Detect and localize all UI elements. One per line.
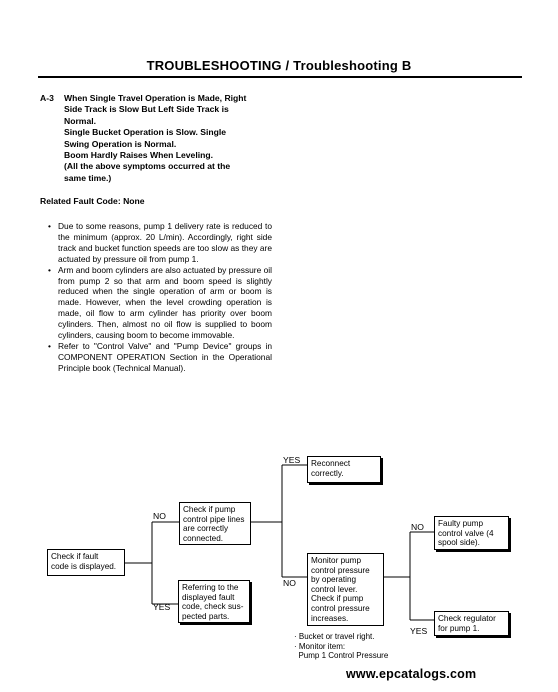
box-line: control valve (4 [438, 528, 494, 538]
box-line: increases. [311, 613, 349, 623]
related-fault-code: Related Fault Code: None [40, 196, 145, 206]
page-title: TROUBLESHOOTING / Troubleshooting B [146, 58, 412, 73]
box-line: Check if pump [311, 594, 364, 604]
reconnect-box [307, 456, 381, 483]
box-line: control pressure [311, 603, 370, 613]
box-line: are correctly [183, 524, 229, 534]
yes-label: YES [153, 602, 171, 612]
check-regulator-box [434, 611, 509, 636]
box-line: Check regulator [438, 614, 496, 623]
symptom-line: Normal. [64, 115, 96, 126]
note-line: · Bucket or travel right. [294, 632, 375, 641]
box-line: code is displayed. [51, 561, 117, 571]
symptom-line: Side Track is Slow But Left Side Track is [64, 104, 229, 115]
start-box [47, 549, 125, 576]
box-line: code, check sus- [182, 602, 244, 612]
faulty-pump-box [434, 516, 509, 550]
no-label: NO [411, 522, 424, 532]
monitor-notes [294, 632, 388, 661]
box-line: pected parts. [182, 611, 230, 621]
check-pipe-box [179, 502, 251, 545]
explanation-item: • Arm and boom cylinders are also actuated by pressure oil from pump 2 so that arm and boom speed is slightly reduced when the single operation of arm or boom is made. However, when the level crowding operation is made, oil flow to arm cylinder has priority over boom cylinders. Then, almost no oil flow is supplied to boom cylinders, causing boom to become immovable. [48, 265, 272, 341]
explanation-item: • Due to some reasons, pump 1 delivery rate is reduced to the minimum (approx. 20 L/min). Accordingly, right side track and bucket function speeds are too slow as they are actuated by pressure oil from pump 1. [48, 221, 272, 265]
no-label: NO [153, 511, 166, 521]
section-number: A-3 [40, 93, 54, 103]
box-line: Check if pump [183, 505, 236, 514]
box-line: connected. [183, 533, 224, 543]
watermark: www.epcatalogs.com [346, 667, 477, 681]
yes-label: YES [410, 626, 428, 636]
symptom-line: Swing Operation is Normal. [64, 138, 177, 149]
box-line: by operating [311, 575, 357, 585]
box-line: Monitor pump [311, 556, 362, 565]
box-line: displayed fault [182, 592, 235, 602]
note-line: Pump 1 Control Pressure [294, 651, 389, 661]
symptom-line: same time.) [64, 172, 112, 183]
box-line: Referring to the [182, 583, 239, 592]
symptom-line: When Single Travel Operation is Made, Right [64, 93, 247, 103]
box-line: control lever. [311, 584, 358, 594]
box-line: control pipe lines [183, 514, 245, 524]
box-line: spool side). [438, 538, 480, 548]
box-line: Reconnect [311, 459, 351, 468]
box-line: for pump 1. [438, 623, 480, 633]
monitor-box [307, 553, 384, 626]
note-line: · Monitor item: [294, 641, 346, 651]
yes-label: YES [283, 455, 301, 465]
box-line: control pressure [311, 565, 370, 575]
box-line: correctly. [311, 468, 344, 478]
refer-fault-box [178, 580, 250, 623]
symptom-line: Boom Hardly Raises When Leveling. [64, 150, 213, 161]
explanation-item: • Refer to "Control Valve" and "Pump Device" groups in COMPONENT OPERATION Section in the Operational Principle book (Technical Manual). [48, 341, 272, 374]
symptom-line: (All the above symptoms occurred at the [64, 161, 231, 172]
box-line: Check if fault [51, 552, 99, 561]
box-line: Faulty pump [438, 519, 484, 528]
symptom-line: Single Bucket Operation is Slow. Single [64, 127, 227, 138]
no-label: NO [283, 578, 296, 588]
